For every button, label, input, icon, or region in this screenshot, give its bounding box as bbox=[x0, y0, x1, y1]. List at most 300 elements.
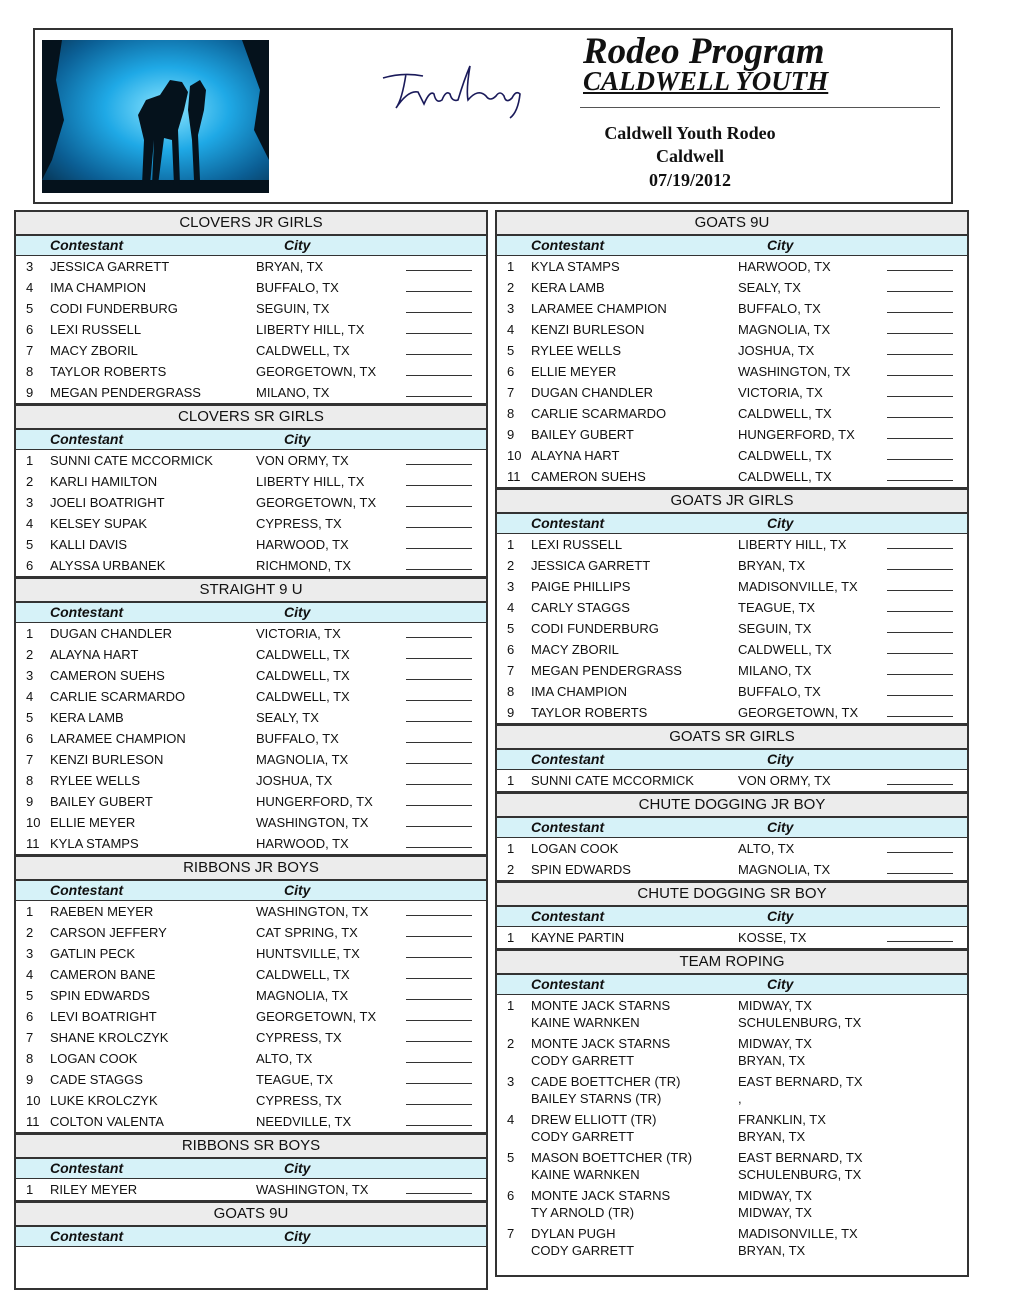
contestant-name: BAILEY GUBERT bbox=[50, 794, 153, 809]
contestant-name: TAYLOR ROBERTS bbox=[50, 364, 167, 379]
section-title: RIBBONS SR BOYS bbox=[16, 1132, 486, 1159]
score-line bbox=[406, 679, 472, 680]
table-row bbox=[497, 838, 967, 859]
contestant-city: JOSHUA, TX bbox=[738, 343, 815, 358]
contestant-name: CARLIE SCARMARDO bbox=[50, 689, 186, 704]
score-line bbox=[887, 852, 953, 853]
contestant-name: ALYSSA URBANEK bbox=[50, 558, 166, 573]
table-row bbox=[16, 985, 486, 1006]
column-header-row bbox=[497, 236, 967, 256]
contestant-name: DUGAN CHANDLER bbox=[50, 626, 173, 641]
section-title: CHUTE DOGGING JR BOY bbox=[497, 791, 967, 818]
city-header: City bbox=[284, 604, 311, 620]
score-line bbox=[887, 590, 953, 591]
table-row bbox=[16, 361, 486, 382]
draw-number: 9 bbox=[507, 705, 515, 720]
draw-number: 8 bbox=[26, 1051, 34, 1066]
table-row bbox=[16, 943, 486, 964]
contestant-name: LOGAN COOK bbox=[50, 1051, 138, 1066]
table-row bbox=[16, 1111, 486, 1132]
table-row bbox=[16, 492, 486, 513]
score-line bbox=[406, 354, 472, 355]
score-line bbox=[406, 291, 472, 292]
contestant-name: MACY ZBORIL bbox=[531, 642, 619, 657]
contestant-city: MILANO, TX bbox=[738, 663, 812, 678]
column-header-row bbox=[16, 881, 486, 901]
contestant-city: HUNGERFORD, TX bbox=[738, 427, 855, 442]
score-line bbox=[406, 464, 472, 465]
table-row bbox=[497, 277, 967, 298]
column-header-row bbox=[16, 236, 486, 256]
draw-number: 9 bbox=[26, 794, 34, 809]
contestant-header: Contestant bbox=[531, 751, 605, 767]
right-column bbox=[495, 210, 969, 1277]
score-line bbox=[887, 333, 953, 334]
contestant-city: CALDWELL, TX bbox=[256, 343, 350, 358]
contestant-city: CALDWELL, TX bbox=[256, 967, 350, 982]
contestant-name: RAEBEN MEYER bbox=[50, 904, 154, 919]
draw-number: 5 bbox=[507, 621, 515, 636]
table-row bbox=[497, 681, 967, 702]
table-row bbox=[16, 833, 486, 854]
draw-number: 6 bbox=[26, 731, 34, 746]
partner-name: TY ARNOLD (TR) bbox=[531, 1205, 635, 1220]
draw-number: 6 bbox=[26, 1009, 34, 1024]
table-row bbox=[16, 471, 486, 492]
contestant-city: CYPRESS, TX bbox=[256, 1093, 342, 1108]
signature-icon bbox=[378, 60, 548, 120]
partner-city: BRYAN, TX bbox=[738, 1129, 806, 1144]
score-line bbox=[887, 354, 953, 355]
city-header: City bbox=[284, 1160, 311, 1176]
contestant-name: LARAMEE CHAMPION bbox=[531, 301, 667, 316]
draw-number: 7 bbox=[507, 1226, 515, 1241]
contestant-name: KENZI BURLESON bbox=[50, 752, 164, 767]
draw-number: 2 bbox=[26, 474, 34, 489]
contestant-name: KERA LAMB bbox=[531, 280, 605, 295]
table-row bbox=[16, 686, 486, 707]
table-row bbox=[16, 277, 486, 298]
contestant-city: GEORGETOWN, TX bbox=[738, 705, 859, 720]
section-title: CHUTE DOGGING SR BOY bbox=[497, 880, 967, 907]
draw-number: 11 bbox=[26, 1114, 40, 1129]
score-line bbox=[406, 658, 472, 659]
draw-number: 3 bbox=[26, 946, 34, 961]
draw-number: 1 bbox=[507, 930, 515, 945]
contestant-name: MASON BOETTCHER (TR) bbox=[531, 1150, 693, 1165]
contestant-name: CARLIE SCARMARDO bbox=[531, 406, 667, 421]
table-row bbox=[497, 770, 967, 791]
horse-silhouette-icon bbox=[42, 40, 269, 193]
draw-number: 10 bbox=[26, 815, 41, 830]
score-line bbox=[406, 915, 472, 916]
contestant-name: SPIN EDWARDS bbox=[531, 862, 631, 877]
score-line bbox=[406, 569, 472, 570]
contestant-name: CODI FUNDERBURG bbox=[50, 301, 178, 316]
contestant-name: PAIGE PHILLIPS bbox=[531, 579, 631, 594]
table-row bbox=[497, 639, 967, 660]
draw-number: 9 bbox=[26, 1072, 34, 1087]
contestant-city: WASHINGTON, TX bbox=[256, 1182, 369, 1197]
contestant-name: LEXI RUSSELL bbox=[531, 537, 623, 552]
contestant-name: KELSEY SUPAK bbox=[50, 516, 148, 531]
score-line bbox=[887, 480, 953, 481]
contestant-city: BRYAN, TX bbox=[256, 259, 324, 274]
score-line bbox=[406, 1020, 472, 1021]
draw-number: 1 bbox=[507, 998, 515, 1013]
column-header-row bbox=[16, 1227, 486, 1247]
score-line bbox=[406, 396, 472, 397]
table-row bbox=[16, 1069, 486, 1090]
table-row bbox=[497, 859, 967, 880]
score-line bbox=[887, 716, 953, 717]
contestant-city: LIBERTY HILL, TX bbox=[256, 474, 365, 489]
city-header: City bbox=[767, 751, 794, 767]
city-header: City bbox=[284, 431, 311, 447]
section-title: TEAM ROPING bbox=[497, 948, 967, 975]
empty-row bbox=[16, 1247, 486, 1268]
contestant-city: WASHINGTON, TX bbox=[738, 364, 851, 379]
score-line bbox=[406, 1125, 472, 1126]
contestant-name: LEXI RUSSELL bbox=[50, 322, 142, 337]
score-line bbox=[887, 459, 953, 460]
draw-number: 11 bbox=[26, 836, 40, 851]
contestant-name: KALLI DAVIS bbox=[50, 537, 128, 552]
table-row bbox=[16, 749, 486, 770]
score-line bbox=[887, 548, 953, 549]
table-row bbox=[497, 340, 967, 361]
contestant-name: JESSICA GARRETT bbox=[531, 558, 651, 573]
contestant-city: BRYAN, TX bbox=[738, 558, 806, 573]
city-header: City bbox=[284, 1228, 311, 1244]
score-line bbox=[406, 1104, 472, 1105]
contestant-city: CALDWELL, TX bbox=[738, 642, 832, 657]
table-row bbox=[497, 555, 967, 576]
contestant-city: CALDWELL, TX bbox=[738, 469, 832, 484]
score-line bbox=[406, 826, 472, 827]
draw-number: 8 bbox=[26, 773, 34, 788]
contestant-city: ALTO, TX bbox=[738, 841, 795, 856]
table-row bbox=[497, 618, 967, 639]
contestant-city: MILANO, TX bbox=[256, 385, 330, 400]
table-row bbox=[497, 424, 967, 445]
score-line bbox=[406, 784, 472, 785]
draw-number: 1 bbox=[26, 1182, 34, 1197]
draw-number: 3 bbox=[26, 668, 34, 683]
score-line bbox=[887, 653, 953, 654]
score-line bbox=[887, 375, 953, 376]
score-line bbox=[406, 506, 472, 507]
draw-number: 5 bbox=[507, 343, 515, 358]
draw-number: 8 bbox=[507, 406, 515, 421]
score-line bbox=[887, 291, 953, 292]
contestant-city: MADISONVILLE, TX bbox=[738, 1226, 858, 1241]
score-line bbox=[406, 700, 472, 701]
contestant-city: BUFFALO, TX bbox=[256, 280, 339, 295]
contestant-name: DUGAN CHANDLER bbox=[531, 385, 654, 400]
table-row bbox=[497, 466, 967, 487]
contestant-city: CALDWELL, TX bbox=[256, 647, 350, 662]
contestant-header: Contestant bbox=[50, 431, 124, 447]
score-line bbox=[887, 438, 953, 439]
contestant-name: SPIN EDWARDS bbox=[50, 988, 150, 1003]
score-line bbox=[887, 611, 953, 612]
contestant-name: JOELI BOATRIGHT bbox=[50, 495, 165, 510]
contestant-name: BAILEY GUBERT bbox=[531, 427, 634, 442]
contestant-name: KYLA STAMPS bbox=[50, 836, 139, 851]
table-row bbox=[16, 555, 486, 576]
draw-number: 3 bbox=[507, 301, 515, 316]
column-header-row bbox=[16, 430, 486, 450]
draw-number: 4 bbox=[26, 689, 34, 704]
table-row bbox=[497, 702, 967, 723]
city-header: City bbox=[767, 237, 794, 253]
partner-city: BRYAN, TX bbox=[738, 1243, 806, 1258]
draw-number: 1 bbox=[26, 904, 34, 919]
contestant-city: VICTORIA, TX bbox=[256, 626, 341, 641]
contestant-name: KARLI HAMILTON bbox=[50, 474, 158, 489]
draw-number: 10 bbox=[26, 1093, 41, 1108]
contestant-city: CALDWELL, TX bbox=[256, 689, 350, 704]
contestant-name: KERA LAMB bbox=[50, 710, 124, 725]
contestant-city: FRANKLIN, TX bbox=[738, 1112, 826, 1127]
draw-number: 5 bbox=[26, 301, 34, 316]
program-subtitle: CALDWELL YOUTH bbox=[583, 66, 829, 96]
contestant-city: LIBERTY HILL, TX bbox=[738, 537, 847, 552]
draw-number: 5 bbox=[507, 1150, 515, 1165]
contestant-city: MIDWAY, TX bbox=[738, 998, 812, 1013]
table-row bbox=[16, 728, 486, 749]
draw-number: 4 bbox=[507, 600, 515, 615]
draw-number: 7 bbox=[26, 1030, 34, 1045]
partner-city: BRYAN, TX bbox=[738, 1053, 806, 1068]
contestant-name: MONTE JACK STARNS bbox=[531, 1188, 671, 1203]
score-line bbox=[887, 270, 953, 271]
score-line bbox=[406, 312, 472, 313]
table-row bbox=[497, 382, 967, 403]
table-row bbox=[497, 1071, 967, 1109]
contestant-name: KAYNE PARTIN bbox=[531, 930, 625, 945]
program-title: Rodeo Program bbox=[583, 31, 825, 72]
contestant-name: SUNNI CATE MCCORMICK bbox=[50, 453, 213, 468]
section-title: CLOVERS SR GIRLS bbox=[16, 403, 486, 430]
draw-number: 6 bbox=[26, 322, 34, 337]
contestant-name: GATLIN PECK bbox=[50, 946, 136, 961]
contestant-city: CALDWELL, TX bbox=[256, 668, 350, 683]
table-row bbox=[497, 403, 967, 424]
contestant-city: JOSHUA, TX bbox=[256, 773, 333, 788]
contestant-header: Contestant bbox=[50, 1228, 124, 1244]
contestant-city: GEORGETOWN, TX bbox=[256, 495, 377, 510]
score-line bbox=[406, 957, 472, 958]
contestant-name: LARAMEE CHAMPION bbox=[50, 731, 186, 746]
draw-number: 3 bbox=[26, 495, 34, 510]
table-row bbox=[16, 298, 486, 319]
score-line bbox=[406, 270, 472, 271]
partner-name: BAILEY STARNS (TR) bbox=[531, 1091, 662, 1106]
column-header-row bbox=[16, 1159, 486, 1179]
table-row bbox=[16, 319, 486, 340]
draw-number: 6 bbox=[507, 642, 515, 657]
contestant-name: ELLIE MEYER bbox=[531, 364, 617, 379]
table-row bbox=[16, 1006, 486, 1027]
event-name: Caldwell Youth Rodeo bbox=[604, 123, 776, 143]
score-line bbox=[887, 784, 953, 785]
contestant-city: BUFFALO, TX bbox=[738, 684, 821, 699]
contestant-city: GEORGETOWN, TX bbox=[256, 1009, 377, 1024]
score-line bbox=[406, 527, 472, 528]
score-line bbox=[406, 936, 472, 937]
table-row bbox=[497, 597, 967, 618]
contestant-city: EAST BERNARD, TX bbox=[738, 1150, 863, 1165]
section-title: STRAIGHT 9 U bbox=[16, 576, 486, 603]
score-line bbox=[887, 873, 953, 874]
score-line bbox=[887, 941, 953, 942]
contestant-city: CALDWELL, TX bbox=[738, 448, 832, 463]
table-row bbox=[497, 1033, 967, 1071]
contestant-city: HUNGERFORD, TX bbox=[256, 794, 373, 809]
contestant-city: HUNTSVILLE, TX bbox=[256, 946, 360, 961]
contestant-city: VICTORIA, TX bbox=[738, 385, 823, 400]
contestant-city: ALTO, TX bbox=[256, 1051, 313, 1066]
contestant-city: MAGNOLIA, TX bbox=[256, 988, 349, 1003]
table-row bbox=[497, 256, 967, 277]
contestant-name: CAMERON BANE bbox=[50, 967, 156, 982]
score-line bbox=[887, 674, 953, 675]
score-line bbox=[887, 396, 953, 397]
contestant-header: Contestant bbox=[50, 237, 124, 253]
table-row bbox=[497, 361, 967, 382]
contestant-name: RYLEE WELLS bbox=[50, 773, 141, 788]
draw-number: 5 bbox=[26, 537, 34, 552]
section-title: CLOVERS JR GIRLS bbox=[16, 212, 486, 236]
column-header-row bbox=[497, 907, 967, 927]
score-line bbox=[406, 978, 472, 979]
draw-number: 2 bbox=[507, 558, 515, 573]
contestant-city: BUFFALO, TX bbox=[738, 301, 821, 316]
draw-number: 3 bbox=[507, 579, 515, 594]
horses-photo bbox=[42, 40, 269, 193]
contestant-name: CODI FUNDERBURG bbox=[531, 621, 659, 636]
contestant-name: LEVI BOATRIGHT bbox=[50, 1009, 157, 1024]
contestant-city: CYPRESS, TX bbox=[256, 516, 342, 531]
table-row bbox=[497, 660, 967, 681]
contestant-city: BUFFALO, TX bbox=[256, 731, 339, 746]
city-header: City bbox=[767, 819, 794, 835]
score-line bbox=[406, 742, 472, 743]
contestant-name: CAMERON SUEHS bbox=[531, 469, 646, 484]
score-line bbox=[406, 548, 472, 549]
contestant-name: RILEY MEYER bbox=[50, 1182, 138, 1197]
contestant-name: RYLEE WELLS bbox=[531, 343, 622, 358]
contestant-name: CARLY STAGGS bbox=[531, 600, 630, 615]
contestant-city: KOSSE, TX bbox=[738, 930, 807, 945]
contestant-city: HARWOOD, TX bbox=[738, 259, 831, 274]
table-row bbox=[497, 445, 967, 466]
contestant-header: Contestant bbox=[531, 976, 605, 992]
score-line bbox=[406, 1041, 472, 1042]
score-line bbox=[406, 999, 472, 1000]
partner-city: SCHULENBURG, TX bbox=[738, 1015, 862, 1030]
contestant-name: MACY ZBORIL bbox=[50, 343, 138, 358]
contestant-city: WASHINGTON, TX bbox=[256, 904, 369, 919]
contestant-name: MONTE JACK STARNS bbox=[531, 998, 671, 1013]
score-line bbox=[887, 417, 953, 418]
contestant-name: CAMERON SUEHS bbox=[50, 668, 165, 683]
column-header-row bbox=[16, 603, 486, 623]
table-row bbox=[497, 927, 967, 948]
contestant-city: CAT SPRING, TX bbox=[256, 925, 358, 940]
score-line bbox=[406, 485, 472, 486]
table-row bbox=[16, 340, 486, 361]
table-row bbox=[16, 922, 486, 943]
event-location: Caldwell bbox=[655, 146, 724, 166]
table-row bbox=[16, 382, 486, 403]
contestant-name: ALAYNA HART bbox=[531, 448, 620, 463]
contestant-city: VON ORMY, TX bbox=[738, 773, 831, 788]
draw-number: 3 bbox=[26, 259, 34, 274]
score-line bbox=[406, 847, 472, 848]
contestant-city: MAGNOLIA, TX bbox=[256, 752, 349, 767]
contestant-name: SHANE KROLCZYK bbox=[50, 1030, 169, 1045]
contestant-name: MEGAN PENDERGRASS bbox=[531, 663, 682, 678]
draw-number: 1 bbox=[507, 259, 515, 274]
score-line bbox=[887, 632, 953, 633]
draw-number: 2 bbox=[26, 647, 34, 662]
contestant-header: Contestant bbox=[50, 604, 124, 620]
contestant-city: MIDWAY, TX bbox=[738, 1188, 812, 1203]
draw-number: 8 bbox=[507, 684, 515, 699]
section-title: GOATS 9U bbox=[16, 1200, 486, 1227]
contestant-name: ELLIE MEYER bbox=[50, 815, 136, 830]
partner-city: MIDWAY, TX bbox=[738, 1205, 812, 1220]
table-row bbox=[16, 1027, 486, 1048]
draw-number: 2 bbox=[507, 1036, 515, 1051]
draw-number: 4 bbox=[26, 516, 34, 531]
section-title: GOATS 9U bbox=[497, 212, 967, 236]
contestant-name: DREW ELLIOTT (TR) bbox=[531, 1112, 657, 1127]
draw-number: 4 bbox=[507, 322, 515, 337]
section-title: GOATS SR GIRLS bbox=[497, 723, 967, 750]
contestant-header: Contestant bbox=[531, 908, 605, 924]
score-line bbox=[406, 375, 472, 376]
draw-number: 8 bbox=[26, 364, 34, 379]
score-line bbox=[406, 637, 472, 638]
draw-number: 9 bbox=[26, 385, 34, 400]
contestant-name: COLTON VALENTA bbox=[50, 1114, 164, 1129]
table-row bbox=[16, 901, 486, 922]
column-header-row bbox=[497, 750, 967, 770]
draw-number: 7 bbox=[507, 385, 515, 400]
contestant-name: CARSON JEFFERY bbox=[50, 925, 167, 940]
contestant-city: CALDWELL, TX bbox=[738, 406, 832, 421]
contestant-city: RICHMOND, TX bbox=[256, 558, 352, 573]
draw-number: 6 bbox=[507, 1188, 515, 1203]
table-row bbox=[497, 1223, 967, 1261]
table-row bbox=[497, 576, 967, 597]
score-line bbox=[406, 1083, 472, 1084]
contestant-header: Contestant bbox=[531, 237, 605, 253]
score-line bbox=[887, 695, 953, 696]
contestant-city: TEAGUE, TX bbox=[738, 600, 816, 615]
draw-number: 7 bbox=[507, 663, 515, 678]
table-row bbox=[497, 298, 967, 319]
contestant-header: Contestant bbox=[50, 882, 124, 898]
column-header-row bbox=[497, 818, 967, 838]
draw-number: 6 bbox=[26, 558, 34, 573]
header-divider bbox=[580, 107, 940, 108]
table-row bbox=[16, 791, 486, 812]
